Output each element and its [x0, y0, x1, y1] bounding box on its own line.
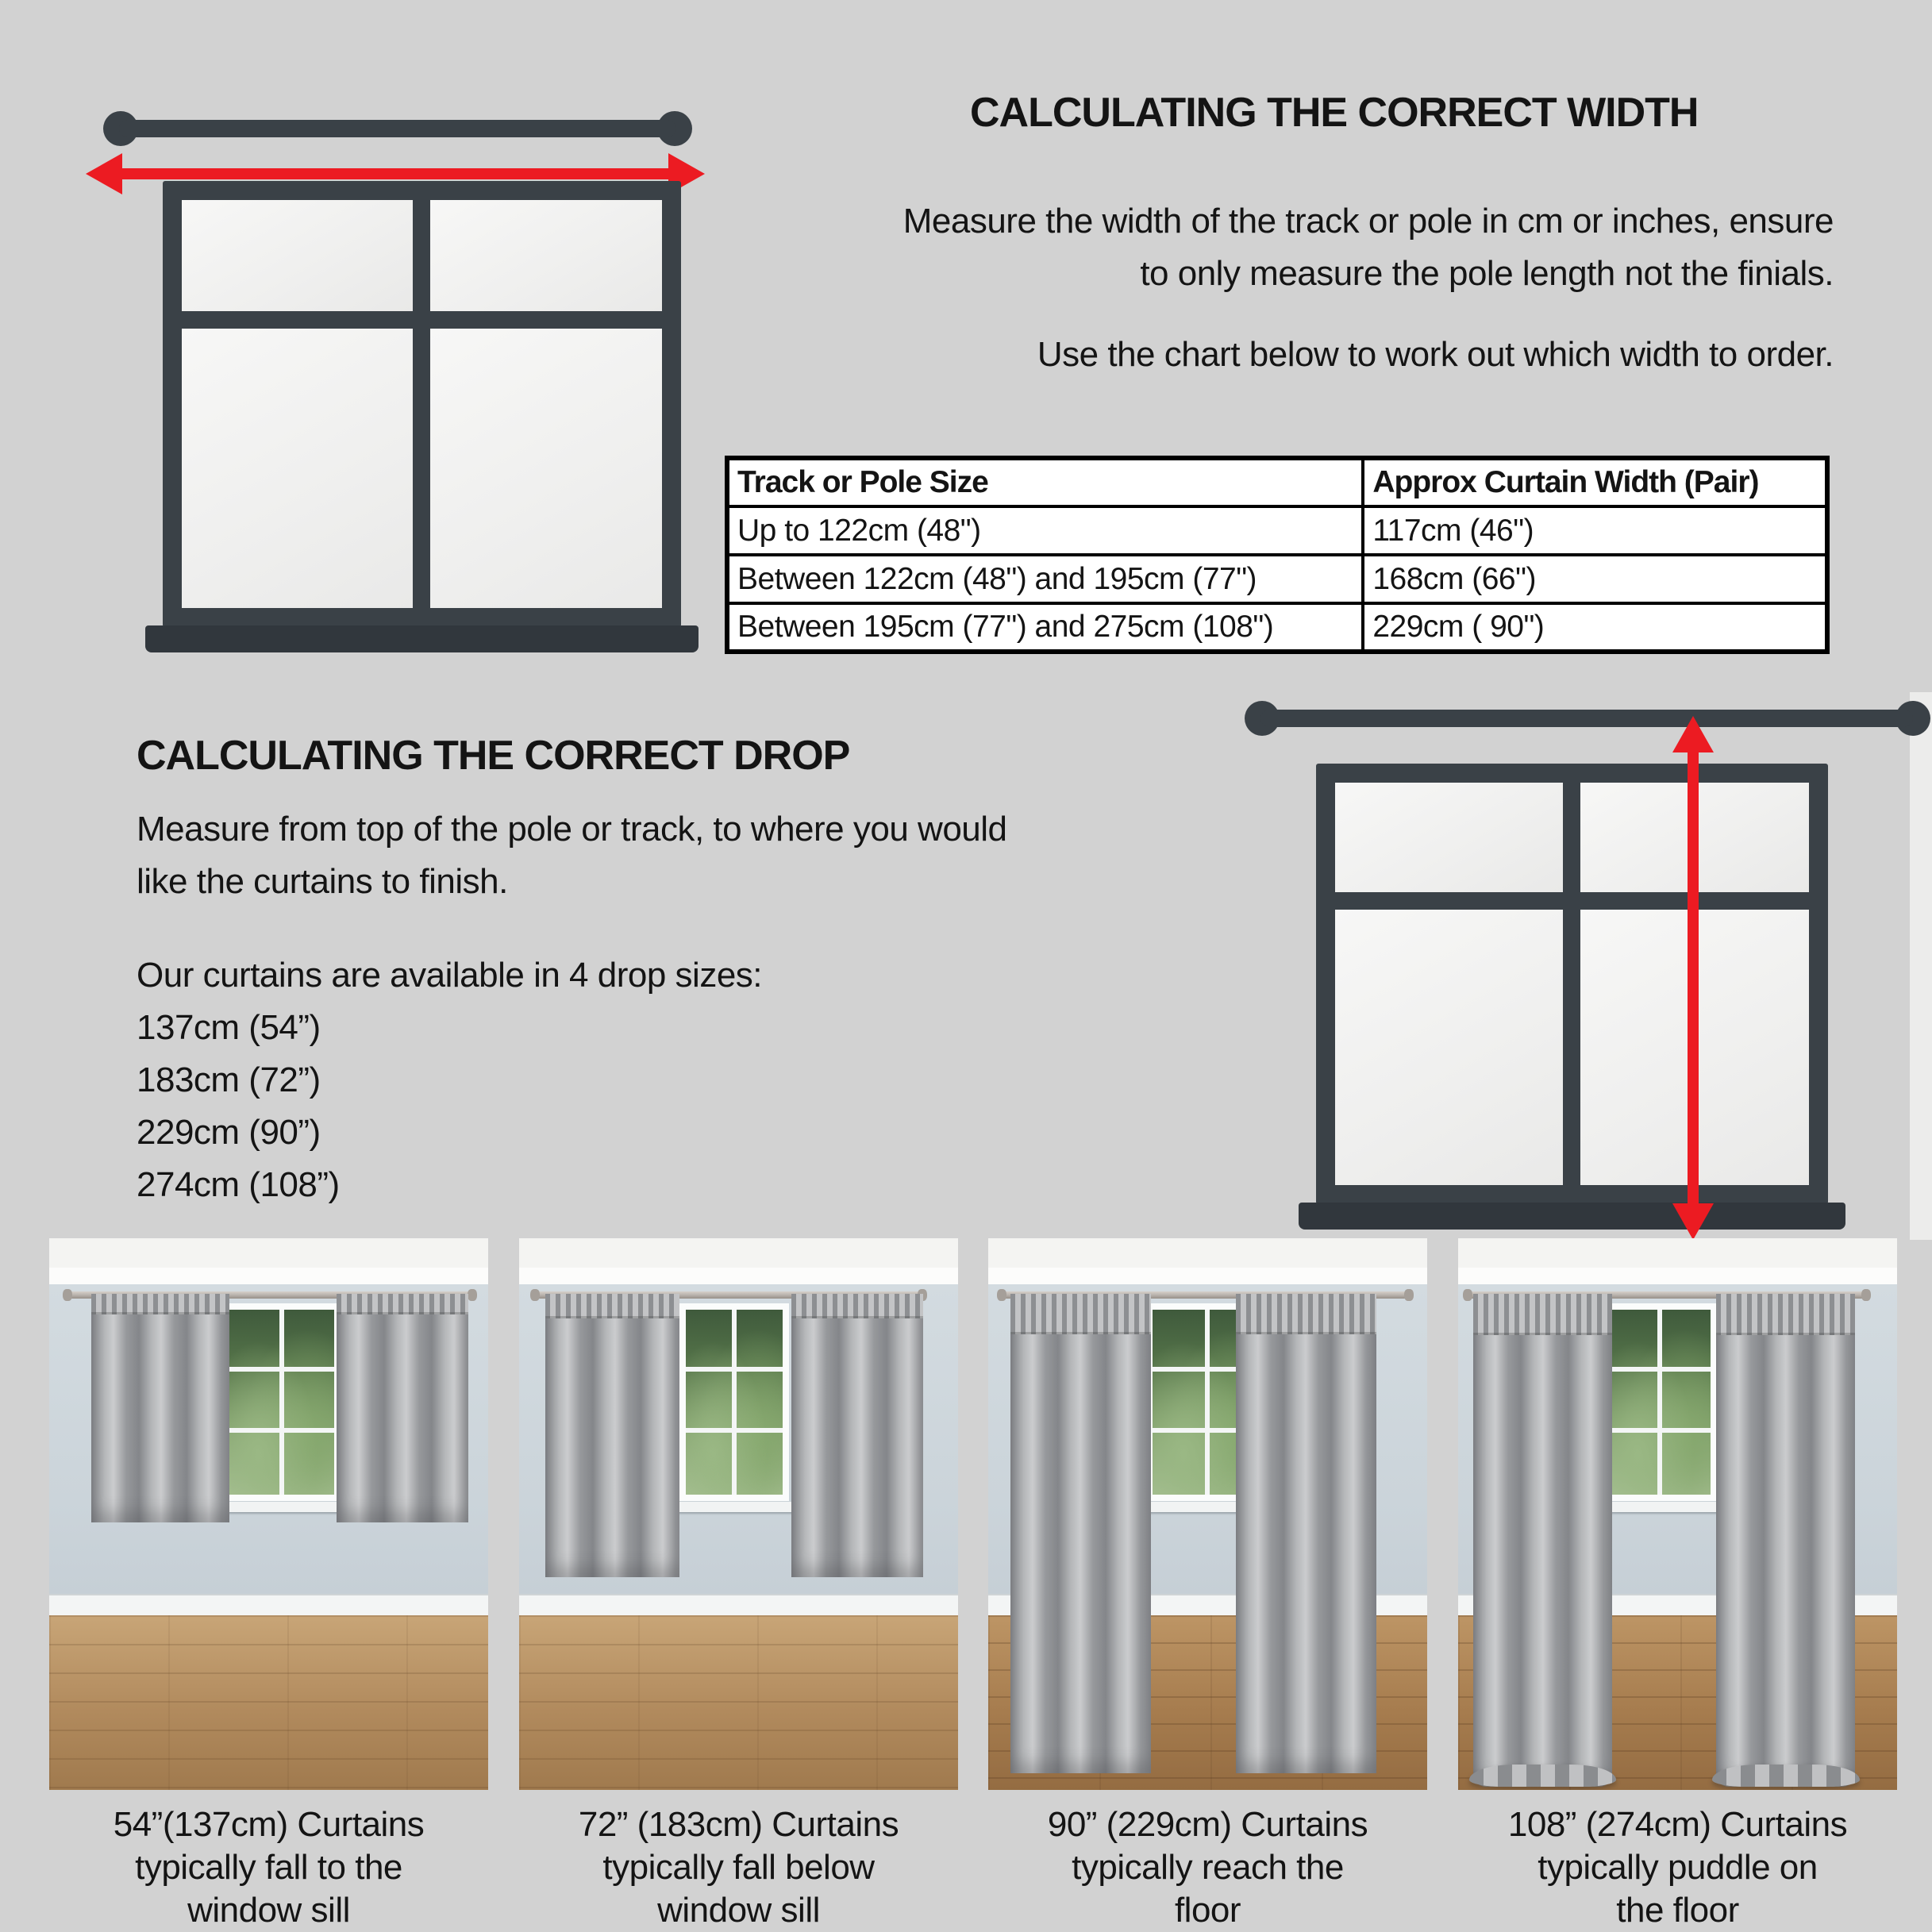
- photo-90in-curtains: [988, 1238, 1427, 1790]
- table-cell: Between 195cm (77") and 275cm (108"): [727, 603, 1363, 652]
- caption-line: 90” (229cm) Curtains: [1047, 1805, 1368, 1844]
- caption-line: floor: [1174, 1891, 1241, 1930]
- drop-size-list: [137, 1002, 772, 1211]
- caption-line: typically puddle on: [1538, 1848, 1818, 1887]
- photo-54in-curtains: [49, 1238, 488, 1790]
- curtain-left: [1473, 1294, 1612, 1787]
- width-instructions: [643, 195, 1834, 300]
- caption-line: window sill: [187, 1891, 350, 1930]
- window-pane: [1335, 910, 1563, 1185]
- photo-window-sill: [214, 1502, 348, 1513]
- caption-line: typically fall below: [602, 1848, 875, 1887]
- drop-size-item: 183cm (72”): [137, 1060, 321, 1099]
- pole-finial-icon: [63, 1289, 72, 1301]
- curtain-right: [791, 1294, 923, 1578]
- pole-finial-icon: [997, 1289, 1006, 1301]
- chart-note: Use the chart below to work out which width to order.: [1037, 335, 1834, 374]
- window-pane: [182, 329, 413, 608]
- table-cell: 229cm ( 90"): [1363, 603, 1827, 652]
- background-strip: [1910, 692, 1932, 1240]
- window-mullion: [686, 1428, 783, 1433]
- room-ceiling: [1458, 1238, 1897, 1268]
- table-row: [727, 506, 1827, 555]
- table-header-cell: Track or Pole Size: [727, 458, 1363, 506]
- photo-72in-curtains: [519, 1238, 958, 1790]
- photo-caption: [1458, 1803, 1897, 1932]
- arrow-head-bottom-icon: [1672, 1203, 1714, 1240]
- drop-sizes-intro-block: [137, 949, 1327, 1002]
- size-chart-table: [725, 456, 1830, 654]
- window-pane: [182, 200, 413, 311]
- photo-window: [1603, 1303, 1717, 1501]
- window-mullion: [1609, 1428, 1711, 1433]
- width-section-heading: CALCULATING THE CORRECT WIDTH: [970, 90, 1699, 136]
- baseboard: [519, 1594, 958, 1617]
- photo-108in-curtains: [1458, 1238, 1897, 1790]
- drop-sizes-intro: Our curtains are available in 4 drop sizes:: [137, 956, 763, 995]
- drop-size-item: 274cm (108”): [137, 1165, 340, 1204]
- window-mullion: [279, 1310, 284, 1495]
- width-instruction-line: to only measure the pole length not the finials.: [1140, 254, 1834, 293]
- window-sill: [145, 625, 699, 652]
- drop-measure-arrow-icon: [1671, 716, 1715, 1240]
- pole-finial-icon: [530, 1289, 540, 1301]
- table-row: [727, 603, 1827, 652]
- arrow-shaft: [121, 168, 670, 179]
- table-header-cell: Approx Curtain Width (Pair): [1363, 458, 1827, 506]
- photo-window: [679, 1303, 789, 1501]
- photo-window-sill: [671, 1502, 798, 1513]
- drop-instruction-line: like the curtains to finish.: [137, 862, 508, 901]
- curtain-left: [545, 1294, 679, 1578]
- pole-finial-icon: [1463, 1289, 1472, 1301]
- table-header-row: [727, 458, 1827, 506]
- window-mullion: [229, 1428, 333, 1433]
- caption-line: 54”(137cm) Curtains: [113, 1805, 425, 1844]
- crown-molding: [1458, 1268, 1897, 1284]
- room-ceiling: [988, 1238, 1427, 1268]
- photo-caption: [988, 1803, 1427, 1932]
- baseboard: [49, 1594, 488, 1617]
- crown-molding: [988, 1268, 1427, 1284]
- window-mullion: [686, 1367, 783, 1372]
- photo-caption: [519, 1803, 958, 1932]
- drop-instruction-line: Measure from top of the pole or track, to where you would: [137, 810, 1007, 849]
- caption-line: window sill: [657, 1891, 820, 1930]
- window-mullion: [1205, 1310, 1210, 1495]
- curtain-right: [337, 1294, 468, 1522]
- table-cell: Up to 122cm (48"): [727, 506, 1363, 555]
- chart-note-block: [643, 329, 1834, 381]
- photo-caption: [49, 1803, 488, 1932]
- curtain-right: [1236, 1294, 1376, 1774]
- photo-window-sill: [1594, 1502, 1726, 1513]
- caption-line: 72” (183cm) Curtains: [578, 1805, 899, 1844]
- wood-floor: [49, 1615, 488, 1790]
- window-frame: [163, 181, 681, 627]
- drop-instructions: [137, 803, 1327, 908]
- pole-finial-icon: [468, 1289, 477, 1301]
- table-row: [727, 555, 1827, 603]
- window-mullion: [229, 1367, 333, 1372]
- arrow-shaft: [1688, 751, 1699, 1205]
- pole-finial-icon: [1861, 1289, 1871, 1301]
- window-mullion: [1609, 1367, 1711, 1372]
- caption-line: 108” (274cm) Curtains: [1507, 1805, 1848, 1844]
- table-cell: 117cm (46"): [1363, 506, 1827, 555]
- table-cell: 168cm (66"): [1363, 555, 1827, 603]
- window-mullion: [732, 1310, 737, 1495]
- room-ceiling: [49, 1238, 488, 1268]
- window-pane: [430, 329, 662, 608]
- curtain-left: [91, 1294, 229, 1522]
- wood-floor: [519, 1615, 958, 1790]
- drop-section-heading: CALCULATING THE CORRECT DROP: [137, 733, 850, 779]
- crown-molding: [49, 1268, 488, 1284]
- room-ceiling: [519, 1238, 958, 1268]
- curtain-pole: [119, 120, 676, 137]
- pole-finial-icon: [1404, 1289, 1414, 1301]
- window-mullion: [1657, 1310, 1662, 1495]
- window-frame: [1316, 764, 1828, 1204]
- drop-size-item: 229cm (90”): [137, 1113, 321, 1152]
- crown-molding: [519, 1268, 958, 1284]
- caption-line: the floor: [1616, 1891, 1739, 1930]
- curtain-left: [1010, 1294, 1151, 1774]
- table-cell: Between 122cm (48") and 195cm (77"): [727, 555, 1363, 603]
- caption-line: typically fall to the: [135, 1848, 402, 1887]
- photo-window: [222, 1303, 340, 1501]
- curtain-pole: [1260, 710, 1913, 727]
- window-pane: [430, 200, 662, 311]
- window-sill: [1299, 1203, 1845, 1230]
- drop-size-item: 137cm (54”): [137, 1008, 321, 1047]
- curtain-right: [1716, 1294, 1855, 1787]
- window-pane: [1335, 783, 1563, 892]
- width-instruction-line: Measure the width of the track or pole in cm or inches, ensure: [902, 202, 1834, 241]
- arrow-head-top-icon: [1672, 716, 1714, 752]
- caption-line: typically reach the: [1072, 1848, 1344, 1887]
- arrow-head-left-icon: [86, 153, 122, 194]
